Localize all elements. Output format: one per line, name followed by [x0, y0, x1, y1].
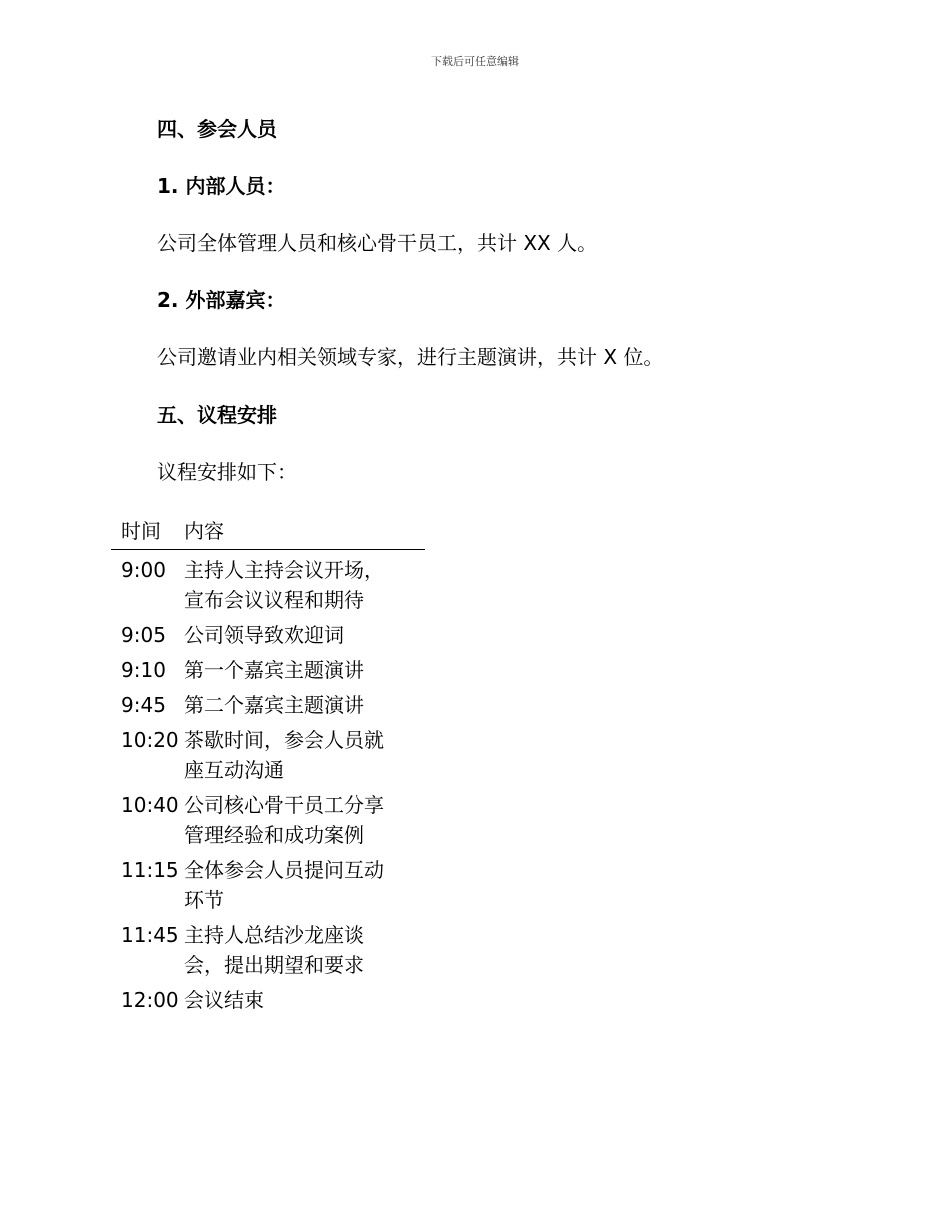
agenda-content: 主持人主持会议开场，宣布会议议程和期待 [184, 558, 384, 612]
agenda-content: 全体参会人员提问互动环节 [184, 858, 384, 912]
agenda-time: 10:40 [121, 793, 179, 817]
agenda-content: 第一个嘉宾主题演讲 [184, 658, 364, 682]
table-row [111, 655, 425, 685]
agenda-time: 10:20 [121, 728, 179, 752]
agenda-content: 公司核心骨干员工分享管理经验和成功案例 [184, 793, 384, 847]
table-row [111, 920, 425, 980]
table-row [111, 790, 425, 850]
external-guests-desc: 公司邀请业内相关领域专家，进行主题演讲，共计 X 位。 [157, 345, 664, 369]
agenda-header-content: 内容 [184, 519, 224, 543]
table-row [111, 855, 425, 915]
section-5-title: 五、议程安排 [157, 403, 277, 427]
agenda-header-time: 时间 [121, 519, 161, 543]
external-guests-title: 2. 外部嘉宾： [157, 288, 286, 312]
agenda-table [111, 516, 425, 1015]
internal-attendees-desc: 公司全体管理人员和核心骨干员工，共计 XX 人。 [157, 231, 598, 255]
agenda-content: 主持人总结沙龙座谈会，提出期望和要求 [184, 923, 364, 977]
agenda-content: 第二个嘉宾主题演讲 [184, 693, 364, 717]
table-row [111, 620, 425, 650]
table-row [111, 985, 425, 1015]
internal-attendees-title: 1. 内部人员： [157, 174, 286, 198]
page-header-note: 下载后可任意编辑 [431, 55, 519, 68]
agenda-time: 9:05 [121, 623, 166, 647]
agenda-intro: 议程安排如下： [157, 460, 297, 484]
agenda-time: 9:10 [121, 658, 166, 682]
agenda-table-header [111, 516, 425, 550]
agenda-time: 9:45 [121, 693, 166, 717]
agenda-time: 11:15 [121, 858, 179, 882]
table-row [111, 690, 425, 720]
agenda-content: 茶歇时间，参会人员就座互动沟通 [184, 728, 384, 782]
table-row [111, 725, 425, 785]
agenda-time: 9:00 [121, 558, 166, 582]
agenda-content: 公司领导致欢迎词 [184, 623, 344, 647]
agenda-time: 12:00 [121, 988, 179, 1012]
section-4-title: 四、参会人员 [157, 117, 277, 141]
table-row [111, 555, 425, 615]
agenda-content: 会议结束 [184, 988, 264, 1012]
agenda-time: 11:45 [121, 923, 179, 947]
